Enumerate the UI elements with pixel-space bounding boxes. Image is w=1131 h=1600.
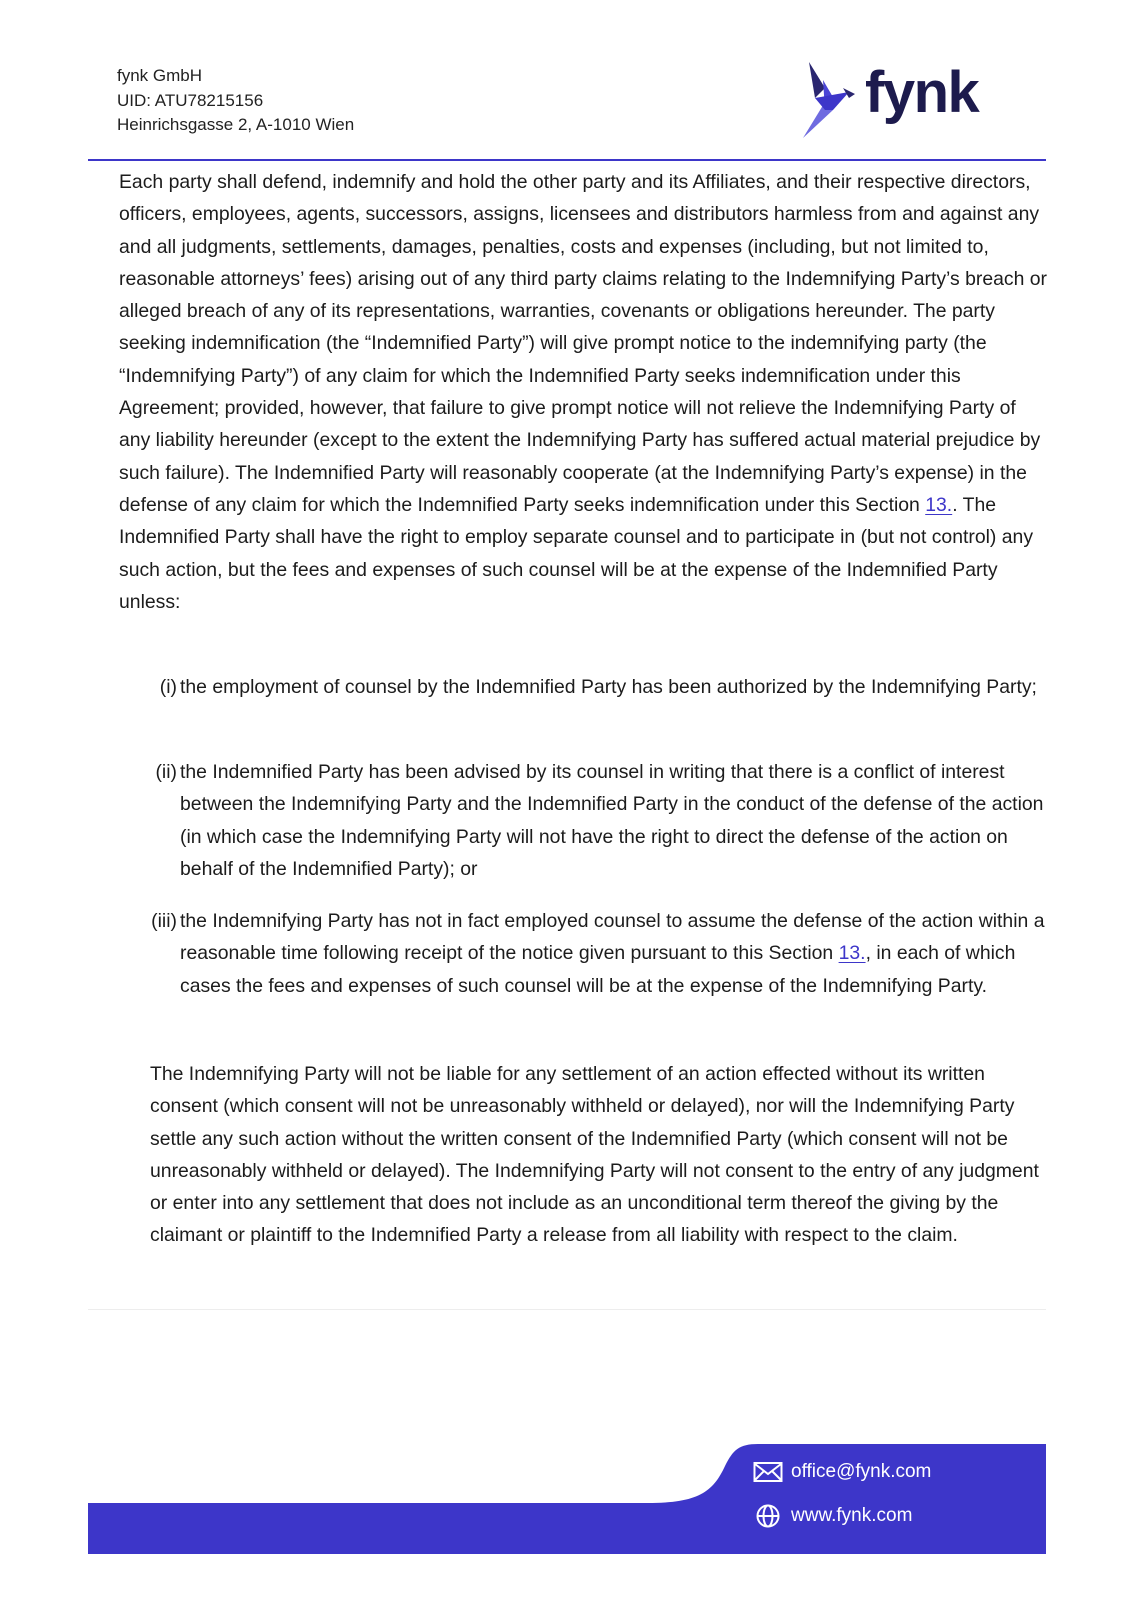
footer-website-text: www.fynk.com (791, 1505, 913, 1526)
list-item-number: (iii) (151, 910, 177, 932)
list-item-iii (151, 905, 1050, 1002)
bird-logo-icon (803, 62, 865, 142)
section-13-link[interactable]: 13. (925, 493, 953, 516)
mail-icon (753, 1460, 783, 1484)
list-item-number: (i) (159, 676, 177, 698)
indemnification-paragraph (119, 166, 1049, 618)
company-address: Heinrichsgasse 2, A-1010 Wien (117, 115, 355, 134)
list-item-ii (155, 756, 1050, 885)
list-item-number: (ii) (155, 761, 177, 783)
company-name: fynk GmbH (117, 66, 203, 85)
company-address-block (117, 64, 354, 138)
section-13-link[interactable]: 13. (838, 942, 866, 965)
fynk-logo (803, 62, 1003, 142)
footer-email[interactable] (753, 1460, 931, 1484)
settlement-paragraph: The Indemnifying Party will not be liable for any settlement of an action effected without its written consent (which consent will not be unreasonably withheld or delayed), nor will the Indemnifying Party settle any such action without the written consent of the Indemnified Party (which consent will not be unreasonably withheld or delayed). The Indemnifying Party will not consent to the entry of any judgment or enter into any settlement that does not include as an unconditional term thereof the giving by the claimant or plaintiff to the Indemnified Party a release from all liability with respect to the claim. (150, 1063, 1039, 1247)
list-item-text-b: , in each of which cases the fees and expenses of such counsel will be at the expense of the Indemnifying Party. (180, 942, 1016, 997)
globe-icon (753, 1504, 783, 1528)
para1-text-b: . The Indemnified Party shall have the right to employ separate counsel and to participate in (but not control) any such action, but the fees and expenses of such counsel will be at the expense of the Indemnified Party unless: (119, 493, 1034, 613)
company-uid: UID: ATU78215156 (117, 90, 264, 110)
list-item-i (159, 671, 1050, 703)
footer (88, 1444, 1046, 1554)
logo-text: fynk (865, 60, 979, 125)
footer-email-text: office@fynk.com (791, 1461, 932, 1482)
list-item-text-a: the Indemnifying Party has not in fact employed counsel to assume the defense of the action within a reasonable time following receipt of the notice given pursuant to this Section (180, 910, 1045, 965)
header-divider (88, 159, 1046, 161)
para1-text-a: Each party shall defend, indemnify and hold the other party and its Affiliates, and their respective directors, officers, employees, agents, successors, assigns, licensees and distributors harmless from and against any and all judgments, settlements, damages, penalties, costs and expenses (including, but not limited to, reasonable attorneys’ fees) arising out of any third party claims relating to the Indemnifying Party’s breach or alleged breach of any of its representations, warranties, covenants or obligations hereunder. The party seeking indemnification (the “Indemnified Party”) will give prompt notice to the indemnifying party (the “Indemnifying Party”) of any claim for which the Indemnified Party seeks indemnification under this Agreement; provided, however, that failure to give prompt notice will not relieve the Indemnifying Party of any liability hereunder (except to the extent the Indemnifying Party has suffered actual material prejudice by such failure). The Indemnified Party will reasonably cooperate (at the Indemnifying Party’s expense) in the defense of any claim for which the Indemnified Party seeks indemnification under this Section (119, 171, 1047, 516)
footer-website[interactable] (753, 1504, 912, 1528)
list-item-text: the Indemnified Party has been advised by its counsel in writing that there is a conflict of interest between the Indemnifying Party and the Indemnified Party in the conduct of the defense of the action (in which case the Indemnifying Party will not have the right to direct the defense of the action on behalf of the Indemnified Party); or (180, 761, 1044, 880)
list-item-text: the employment of counsel by the Indemnified Party has been authorized by the Indemnifying Party; (180, 676, 1037, 698)
content-divider (88, 1309, 1046, 1310)
